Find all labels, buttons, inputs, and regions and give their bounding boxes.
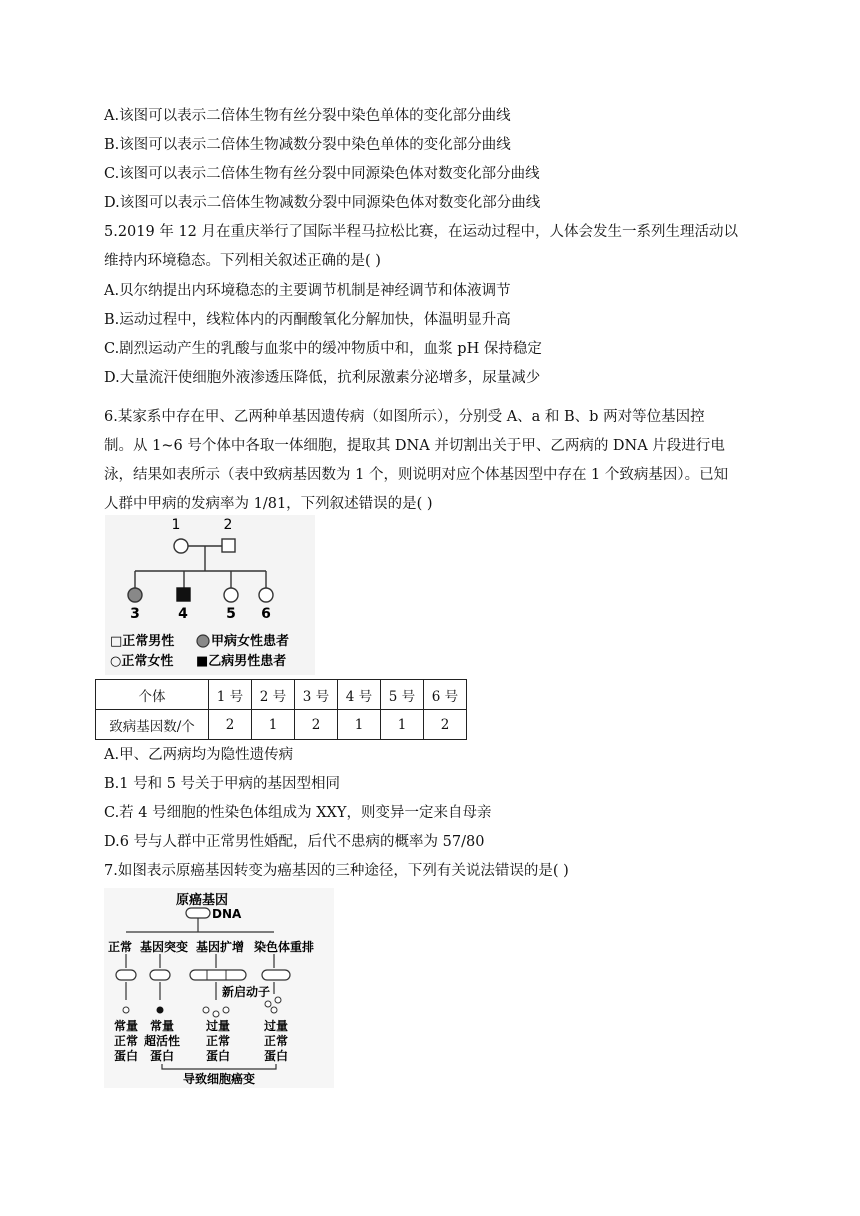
gene-normal-icon <box>116 970 136 980</box>
table-cell: 1 <box>381 710 424 740</box>
individual-2-normal-male <box>222 539 235 552</box>
diagram-title: 原癌基因 <box>176 893 229 908</box>
pedigree-label-2: 2 <box>223 517 233 533</box>
oncogene-diagram <box>104 888 334 1088</box>
legend-normal-female: ○正常女性 <box>110 654 174 669</box>
branch-mutation: 基因突变 <box>140 940 189 954</box>
result-label: 导致细胞癌变 <box>182 1072 256 1086</box>
dna-icon <box>186 908 210 918</box>
option-4c: C.该图可以表示二倍体生物有丝分裂中同源染色体对数变化部分曲线 <box>104 166 540 182</box>
table-header-cell: 4 号 <box>338 680 381 710</box>
table-cell: 2 <box>295 710 338 740</box>
table-row <box>96 680 467 710</box>
question-5-line-1: 5.2019 年 12 月在重庆举行了国际半程马拉松比赛，在运动过程中，人体会发生一系列生理活动以 <box>104 224 739 240</box>
protein-label: 蛋白 <box>113 1049 139 1063</box>
individual-6-normal-female <box>259 588 273 602</box>
protein-label: 蛋白 <box>263 1049 289 1063</box>
protein-label: 正常 <box>113 1034 139 1048</box>
option-6b: B.1 号和 5 号关于甲病的基因型相同 <box>104 776 341 792</box>
protein-hyperactive-dot <box>157 1007 163 1013</box>
table-header-cell: 个体 <box>96 680 209 710</box>
individual-3-affected-female <box>128 588 142 602</box>
protein-overexpressed-dot <box>213 1011 219 1017</box>
question-6-line-3: 泳，结果如表所示（表中致病基因数为 1 个，则说明对应个体基因型中存在 1 个致病基因）。已知 <box>104 467 729 483</box>
protein-label: 蛋白 <box>205 1049 231 1063</box>
protein-label: 常量 <box>149 1019 175 1033</box>
table-cell: 2 <box>424 710 467 740</box>
option-6c: C.若 4 号细胞的性染色体组成为 XXY，则变异一定来自母亲 <box>104 805 492 821</box>
option-6a: A.甲、乙两病均为隐性遗传病 <box>104 747 294 763</box>
option-4a: A.该图可以表示二倍体生物有丝分裂中染色单体的变化部分曲线 <box>104 108 511 124</box>
table-header-cell: 6 号 <box>424 680 467 710</box>
branch-normal: 正常 <box>108 940 133 954</box>
legend-normal-male: □正常男性 <box>110 634 175 649</box>
question-5-line-2: 维持内环境稳态。下列相关叙述正确的是( ) <box>104 253 381 269</box>
option-5c: C.剧烈运动产生的乳酸与血浆中的缓冲物质中和，血浆 pH 保持稳定 <box>104 341 542 357</box>
table-header-cell: 2 号 <box>252 680 295 710</box>
protein-overexpressed-dot <box>275 997 281 1003</box>
pedigree-label-6: 6 <box>261 606 271 622</box>
individual-1-normal-female <box>174 539 188 553</box>
legend-affected-female: 甲病女性患者 <box>211 634 290 649</box>
individual-4-affected-male <box>177 588 190 601</box>
table-cell: 致病基因数/个 <box>96 710 209 740</box>
table-cell: 1 <box>338 710 381 740</box>
protein-label: 常量 <box>113 1019 139 1033</box>
protein-overexpressed-dot <box>271 1007 277 1013</box>
table-header-cell: 5 号 <box>381 680 424 710</box>
gene-count-table <box>95 679 467 740</box>
option-4d: D.该图可以表示二倍体生物减数分裂中同源染色体对数变化部分曲线 <box>104 195 541 211</box>
gene-rearranged-icon <box>262 970 290 980</box>
dna-label: DNA <box>212 907 242 921</box>
gene-mutation-icon <box>150 970 170 980</box>
pedigree-label-5: 5 <box>226 606 236 622</box>
promoter-label: 新启动子 <box>222 985 271 999</box>
protein-overexpressed-dot <box>223 1007 229 1013</box>
question-6-line-4: 人群中甲病的发病率为 1/81，下列叙述错误的是( ) <box>104 496 433 512</box>
legend-affected-male: ■乙病男性患者 <box>196 654 287 669</box>
option-5b: B.运动过程中，线粒体内的丙酮酸氧化分解加快，体温明显升高 <box>104 312 511 328</box>
option-4b: B.该图可以表示二倍体生物减数分裂中染色单体的变化部分曲线 <box>104 137 511 153</box>
table-header-cell: 1 号 <box>209 680 252 710</box>
pedigree-label-4: 4 <box>178 606 188 622</box>
protein-overexpressed-dot <box>265 1001 271 1007</box>
table-row <box>96 710 467 740</box>
legend-affected-female-icon <box>197 635 209 647</box>
pedigree-label-1: 1 <box>171 517 181 533</box>
table-header-cell: 3 号 <box>295 680 338 710</box>
option-5d: D.大量流汗使细胞外液渗透压降低，抗利尿激素分泌增多，尿量减少 <box>104 370 541 386</box>
protein-normal-dot <box>123 1007 129 1013</box>
protein-label: 正常 <box>263 1034 289 1048</box>
branch-rearrangement: 染色体重排 <box>254 940 315 954</box>
protein-label: 正常 <box>205 1034 231 1048</box>
table-cell: 1 <box>252 710 295 740</box>
protein-overexpressed-dot <box>203 1007 209 1013</box>
table-cell: 2 <box>209 710 252 740</box>
branch-amplification: 基因扩增 <box>196 940 245 954</box>
protein-label: 过量 <box>205 1019 231 1033</box>
pedigree-label-3: 3 <box>130 606 140 622</box>
question-6-line-1: 6.某家系中存在甲、乙两种单基因遗传病（如图所示），分别受 A、a 和 B、b 两对等位基因控 <box>104 409 705 425</box>
option-6d: D.6 号与人群中正常男性婚配，后代不患病的概率为 57/80 <box>104 834 485 850</box>
gene-amplified-icon <box>190 970 246 980</box>
pedigree-figure <box>105 515 315 675</box>
protein-label: 蛋白 <box>149 1049 175 1063</box>
protein-label: 过量 <box>263 1019 289 1033</box>
protein-label: 超活性 <box>143 1034 181 1048</box>
question-7: 7.如图表示原癌基因转变为癌基因的三种途径，下列有关说法错误的是( ) <box>104 863 569 879</box>
question-6-line-2: 制。从 1~6 号个体中各取一体细胞，提取其 DNA 并切割出关于甲、乙两病的 DNA 片段进行电 <box>104 438 725 454</box>
individual-5-normal-female <box>224 588 238 602</box>
option-5a: A.贝尔纳提出内环境稳态的主要调节机制是神经调节和体液调节 <box>104 283 511 299</box>
